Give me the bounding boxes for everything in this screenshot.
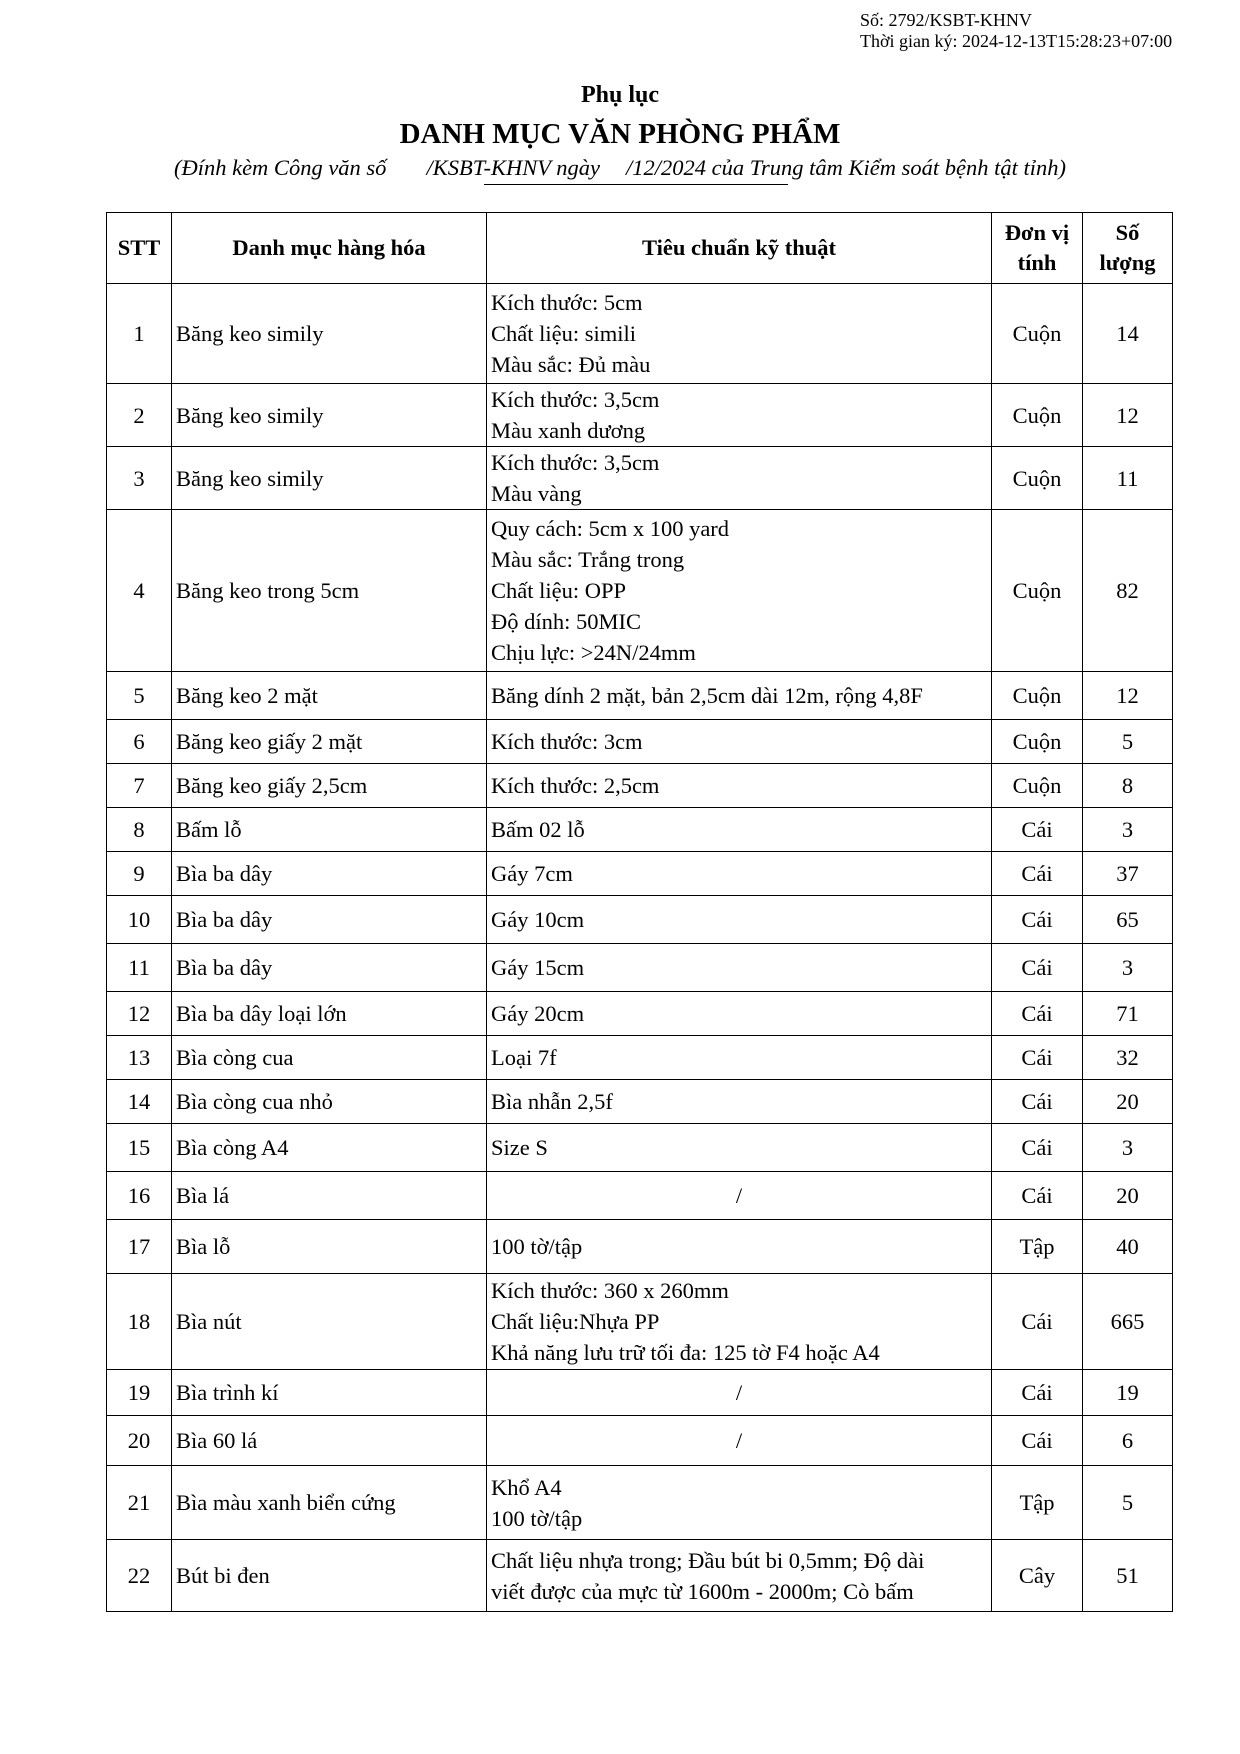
cell-spec	[487, 764, 992, 808]
spec-line: Kích thước: 3,5cm	[491, 387, 660, 412]
spec-line: Khả năng lưu trữ tối đa: 125 tờ F4 hoặc A4	[491, 1340, 880, 1365]
cell-qty: 3	[1083, 1124, 1173, 1172]
cell-qty: 8	[1083, 764, 1173, 808]
cell-qty: 11	[1083, 447, 1173, 510]
cell-qty: 6	[1083, 1416, 1173, 1466]
column-header-unit-line1: Đơn vị	[1004, 220, 1070, 245]
column-header-qty	[1083, 213, 1173, 284]
spec-line: Gáy 15cm	[491, 955, 585, 980]
cell-spec	[487, 1466, 992, 1540]
cell-unit: Cái	[992, 1172, 1083, 1220]
cell-spec	[487, 720, 992, 764]
spec-line: Màu sắc: Đủ màu	[491, 352, 651, 377]
cell-unit: Cuộn	[992, 764, 1083, 808]
signature-block	[860, 10, 1172, 52]
spec-line: Quy cách: 5cm x 100 yard	[491, 516, 730, 541]
cell-spec	[487, 384, 992, 447]
reference-part-1: (Đính kèm Công văn số	[173, 155, 387, 180]
cell-qty: 19	[1083, 1370, 1173, 1416]
cell-stt: 9	[107, 852, 172, 896]
cell-spec	[487, 672, 992, 720]
column-header-qty-line1: Số	[1115, 220, 1140, 245]
table-row	[107, 1220, 1173, 1274]
cell-qty: 32	[1083, 1036, 1173, 1080]
cell-stt: 18	[107, 1274, 172, 1370]
cell-spec	[487, 1080, 992, 1124]
spec-line: Kích thước: 5cm	[491, 290, 643, 315]
table-row	[107, 1080, 1173, 1124]
spec-line: Băng dính 2 mặt, bản 2,5cm dài 12m, rộng 4,8F	[491, 683, 923, 708]
cell-stt: 7	[107, 764, 172, 808]
cell-stt: 5	[107, 672, 172, 720]
cell-unit: Cuộn	[992, 447, 1083, 510]
cell-item: Bìa còng cua	[172, 1036, 487, 1080]
table-row	[107, 1540, 1173, 1612]
cell-spec	[487, 808, 992, 852]
spec-line: viết được của mực từ 1600m - 2000m; Cò bấm	[491, 1578, 914, 1604]
cell-item: Bìa trình kí	[172, 1370, 487, 1416]
spec-line: Gáy 20cm	[491, 1001, 585, 1026]
cell-stt: 6	[107, 720, 172, 764]
cell-qty: 12	[1083, 672, 1173, 720]
spec-line: Độ dính: 50MIC	[491, 609, 642, 634]
table-row	[107, 764, 1173, 808]
cell-qty: 65	[1083, 896, 1173, 944]
document-number: Số: 2792/KSBT-KHNV	[860, 10, 1032, 30]
spec-line: /	[735, 1183, 743, 1208]
spec-line: 100 tờ/tập	[491, 1234, 583, 1259]
column-header-unit-line2: tính	[1017, 250, 1057, 275]
cell-stt: 21	[107, 1466, 172, 1540]
cell-spec	[487, 1274, 992, 1370]
items-table	[106, 212, 1173, 1612]
cell-spec	[487, 510, 992, 672]
spec-line: Màu sắc: Trắng trong	[491, 547, 685, 572]
reference-line	[0, 155, 1240, 181]
cell-unit: Cuộn	[992, 384, 1083, 447]
cell-stt: 22	[107, 1540, 172, 1612]
table-row	[107, 1172, 1173, 1220]
cell-qty: 12	[1083, 384, 1173, 447]
spec-line: Kích thước: 2,5cm	[491, 773, 660, 798]
cell-qty: 20	[1083, 1080, 1173, 1124]
spec-line: Khổ A4	[491, 1474, 562, 1500]
spec-line: Kích thước: 3,5cm	[491, 450, 660, 475]
cell-stt: 10	[107, 896, 172, 944]
cell-spec	[487, 1370, 992, 1416]
cell-unit: Cái	[992, 1124, 1083, 1172]
cell-qty: 14	[1083, 284, 1173, 384]
cell-item: Băng keo giấy 2,5cm	[172, 764, 487, 808]
cell-spec	[487, 284, 992, 384]
spec-line: Bìa nhẫn 2,5f	[491, 1089, 613, 1114]
cell-unit: Cây	[992, 1540, 1083, 1612]
spec-line: Chịu lực: >24N/24mm	[491, 640, 696, 665]
column-header-unit	[992, 213, 1083, 284]
signed-time: Thời gian ký: 2024-12-13T15:28:23+07:00	[860, 31, 1173, 51]
table-row	[107, 447, 1173, 510]
spec-line: Kích thước: 360 x 260mm	[491, 1278, 729, 1303]
cell-item: Bìa màu xanh biển cứng	[172, 1466, 487, 1540]
table-body	[107, 284, 1173, 1612]
spec-line: Gáy 10cm	[491, 907, 585, 932]
table-row	[107, 510, 1173, 672]
cell-spec	[487, 992, 992, 1036]
cell-stt: 3	[107, 447, 172, 510]
cell-unit: Cái	[992, 944, 1083, 992]
cell-qty: 5	[1083, 1466, 1173, 1540]
cell-unit: Cuộn	[992, 510, 1083, 672]
cell-item: Băng keo simily	[172, 284, 487, 384]
cell-item: Bìa ba dây	[172, 896, 487, 944]
cell-spec	[487, 447, 992, 510]
table-row	[107, 672, 1173, 720]
cell-unit: Cái	[992, 1370, 1083, 1416]
cell-qty: 20	[1083, 1172, 1173, 1220]
cell-item: Bìa nút	[172, 1274, 487, 1370]
cell-stt: 8	[107, 808, 172, 852]
cell-item: Bìa lỗ	[172, 1220, 487, 1274]
cell-stt: 12	[107, 992, 172, 1036]
cell-qty: 665	[1083, 1274, 1173, 1370]
spec-line: /	[735, 1380, 743, 1405]
spec-line: Chất liệu: simili	[491, 321, 636, 346]
spec-line: Màu vàng	[491, 481, 582, 506]
spec-line: Chất liệu nhựa trong; Đầu bút bi 0,5mm; Độ dài	[491, 1547, 925, 1573]
cell-item: Bìa ba dây	[172, 852, 487, 896]
cell-stt: 4	[107, 510, 172, 672]
appendix-label: Phụ lục	[580, 82, 660, 108]
cell-qty: 71	[1083, 992, 1173, 1036]
table-row	[107, 284, 1173, 384]
cell-unit: Cuộn	[992, 284, 1083, 384]
cell-unit: Cái	[992, 1274, 1083, 1370]
cell-unit: Cái	[992, 992, 1083, 1036]
cell-item: Bìa còng A4	[172, 1124, 487, 1172]
cell-spec	[487, 896, 992, 944]
spec-line: Loại 7f	[491, 1045, 557, 1070]
cell-qty: 37	[1083, 852, 1173, 896]
cell-item: Băng keo simily	[172, 384, 487, 447]
cell-unit: Cái	[992, 896, 1083, 944]
spec-line: Màu xanh dương	[491, 418, 646, 443]
cell-qty: 3	[1083, 944, 1173, 992]
cell-item: Băng keo simily	[172, 447, 487, 510]
spec-line: Bấm 02 lỗ	[491, 817, 585, 842]
cell-spec	[487, 852, 992, 896]
document-title: DANH MỤC VĂN PHÒNG PHẨM	[399, 118, 841, 150]
spec-line: 100 tờ/tập	[491, 1505, 583, 1531]
table-row	[107, 896, 1173, 944]
cell-item: Bìa ba dây loại lớn	[172, 992, 487, 1036]
cell-spec	[487, 1036, 992, 1080]
column-header-stt: STT	[107, 213, 172, 284]
spec-line: /	[735, 1428, 743, 1453]
cell-item: Bấm lỗ	[172, 808, 487, 852]
cell-item: Băng keo trong 5cm	[172, 510, 487, 672]
cell-unit: Cái	[992, 1080, 1083, 1124]
cell-item: Bìa còng cua nhỏ	[172, 1080, 487, 1124]
reference-part-2: /KSBT-KHNV ngày	[426, 155, 600, 180]
cell-unit: Tập	[992, 1466, 1083, 1540]
cell-spec	[487, 1416, 992, 1466]
cell-qty: 5	[1083, 720, 1173, 764]
cell-stt: 17	[107, 1220, 172, 1274]
cell-spec	[487, 944, 992, 992]
cell-qty: 40	[1083, 1220, 1173, 1274]
table-row	[107, 1466, 1173, 1540]
cell-stt: 1	[107, 284, 172, 384]
spec-line: Chất liệu: OPP	[491, 578, 627, 603]
cell-spec	[487, 1220, 992, 1274]
cell-spec	[487, 1172, 992, 1220]
reference-underline	[484, 184, 788, 185]
table-row	[107, 1416, 1173, 1466]
cell-stt: 19	[107, 1370, 172, 1416]
cell-stt: 15	[107, 1124, 172, 1172]
cell-qty: 3	[1083, 808, 1173, 852]
cell-qty: 82	[1083, 510, 1173, 672]
cell-unit: Cái	[992, 1416, 1083, 1466]
cell-item: Bút bi đen	[172, 1540, 487, 1612]
table-row	[107, 384, 1173, 447]
table-row	[107, 808, 1173, 852]
reference-part-3: /12/2024 của Trung tâm Kiểm soát bệnh tật tỉnh)	[626, 155, 1067, 180]
column-header-spec: Tiêu chuẩn kỹ thuật	[487, 213, 992, 284]
cell-item: Bìa 60 lá	[172, 1416, 487, 1466]
column-header-item: Danh mục hàng hóa	[172, 213, 487, 284]
spec-line: Chất liệu:Nhựa PP	[491, 1309, 660, 1334]
cell-item: Bìa ba dây	[172, 944, 487, 992]
cell-spec	[487, 1124, 992, 1172]
table-row	[107, 1036, 1173, 1080]
spec-line: Size S	[491, 1135, 548, 1160]
cell-stt: 11	[107, 944, 172, 992]
cell-spec	[487, 1540, 992, 1612]
table-row	[107, 1274, 1173, 1370]
cell-item: Băng keo giấy 2 mặt	[172, 720, 487, 764]
cell-stt: 20	[107, 1416, 172, 1466]
column-header-qty-line2: lượng	[1099, 250, 1156, 275]
cell-stt: 13	[107, 1036, 172, 1080]
cell-stt: 14	[107, 1080, 172, 1124]
cell-unit: Cuộn	[992, 720, 1083, 764]
table-row	[107, 720, 1173, 764]
cell-item: Băng keo 2 mặt	[172, 672, 487, 720]
cell-stt: 2	[107, 384, 172, 447]
table-row	[107, 992, 1173, 1036]
table-row	[107, 852, 1173, 896]
table-header-row	[107, 213, 1173, 284]
cell-unit: Cái	[992, 1036, 1083, 1080]
spec-line: Gáy 7cm	[491, 861, 573, 886]
table-row	[107, 944, 1173, 992]
cell-unit: Cái	[992, 808, 1083, 852]
table-row	[107, 1370, 1173, 1416]
spec-line: Kích thước: 3cm	[491, 729, 643, 754]
cell-item: Bìa lá	[172, 1172, 487, 1220]
cell-qty: 51	[1083, 1540, 1173, 1612]
cell-stt: 16	[107, 1172, 172, 1220]
cell-unit: Cái	[992, 852, 1083, 896]
cell-unit: Cuộn	[992, 672, 1083, 720]
cell-unit: Tập	[992, 1220, 1083, 1274]
table-row	[107, 1124, 1173, 1172]
